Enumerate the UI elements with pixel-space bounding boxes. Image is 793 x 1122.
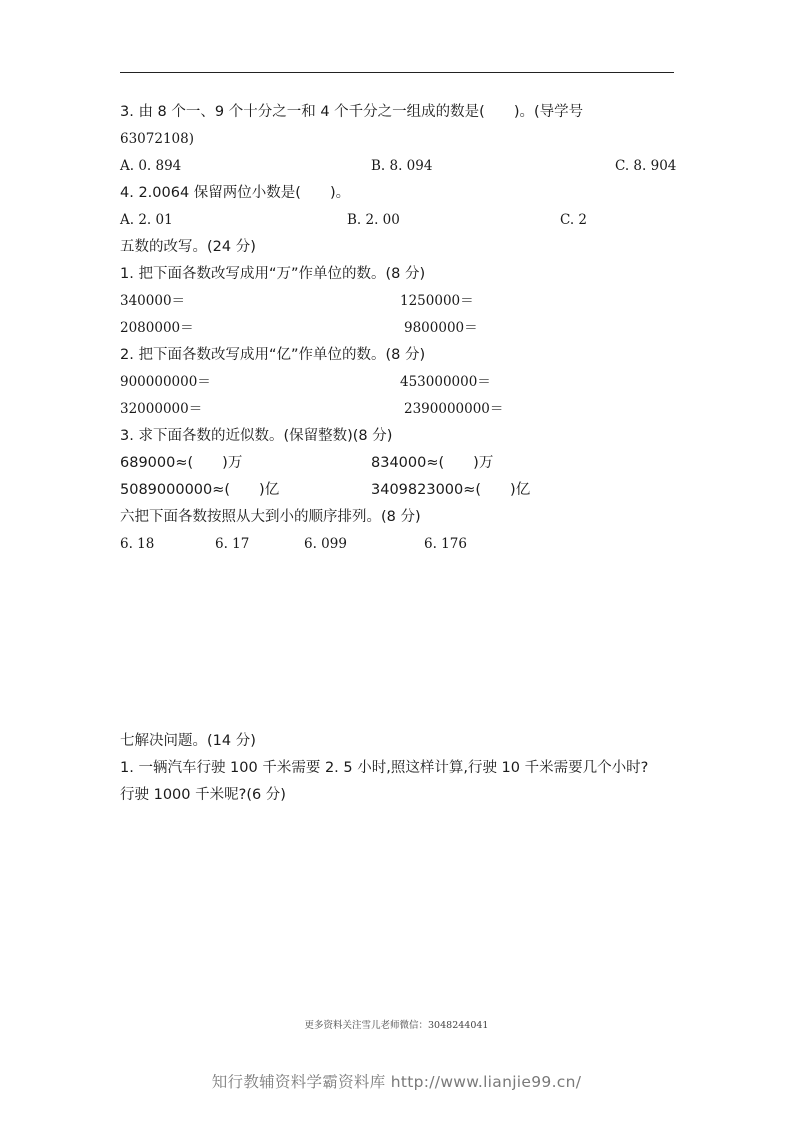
- section5-p3-title: 3. 求下面各数的近似数。(保留整数)(8 分): [120, 428, 393, 444]
- q3-option-b: B. 8. 094: [371, 158, 433, 174]
- footer-site-watermark: 知行教辅资料学霸资料库 http://www.lianjie99.cn/: [211, 1073, 582, 1091]
- p1-item-3: 2080000＝: [120, 320, 194, 336]
- order-number-4: 6. 176: [424, 536, 467, 552]
- p2-item-4: 2390000000＝: [404, 401, 504, 417]
- q3-option-a: A. 0. 894: [120, 158, 182, 174]
- q3-option-c: C. 8. 904: [615, 158, 677, 174]
- p2-item-3: 32000000＝: [120, 401, 203, 417]
- q4-option-b: B. 2. 00: [347, 212, 400, 228]
- p1-item-4: 9800000＝: [404, 320, 478, 336]
- q3-text-line1: 3. 由 8 个一、9 个十分之一和 4 个千分之一组成的数是( )。(导学号: [120, 104, 584, 120]
- section7-q1-line1: 1. 一辆汽车行驶 100 千米需要 2. 5 小时,照这样计算,行驶 10 千米需要几个小时?: [120, 760, 649, 776]
- p3-item-1: 689000≈( )万: [120, 455, 243, 471]
- p1-item-2: 1250000＝: [400, 293, 474, 309]
- section6-title: 六把下面各数按照从大到小的顺序排列。(8 分): [120, 509, 421, 525]
- header-rule: [120, 72, 674, 73]
- footer-wechat-note: 更多资料关注雪儿老师微信：3048244041: [304, 1020, 489, 1031]
- section5-p2-title: 2. 把下面各数改写成用“亿”作单位的数。(8 分): [120, 347, 426, 363]
- q3-text-line2: 63072108): [120, 131, 194, 147]
- q4-text: 4. 2.0064 保留两位小数是( )。: [120, 185, 351, 201]
- p3-item-3: 5089000000≈( )亿: [120, 482, 280, 498]
- order-number-2: 6. 17: [215, 536, 250, 552]
- p2-item-1: 900000000＝: [120, 374, 211, 390]
- p1-item-1: 340000＝: [120, 293, 186, 309]
- section7-title: 七解决问题。(14 分): [120, 733, 256, 749]
- order-number-1: 6. 18: [120, 536, 155, 552]
- section5-title: 五数的改写。(24 分): [120, 239, 256, 255]
- p3-item-2: 834000≈( )万: [371, 455, 494, 471]
- p3-item-4: 3409823000≈( )亿: [371, 482, 531, 498]
- p2-item-2: 453000000＝: [400, 374, 491, 390]
- order-number-3: 6. 099: [304, 536, 347, 552]
- q4-option-c: C. 2: [560, 212, 588, 228]
- q4-option-a: A. 2. 01: [120, 212, 173, 228]
- section5-p1-title: 1. 把下面各数改写成用“万”作单位的数。(8 分): [120, 266, 426, 282]
- section7-q1-line2: 行驶 1000 千米呢?(6 分): [120, 787, 286, 803]
